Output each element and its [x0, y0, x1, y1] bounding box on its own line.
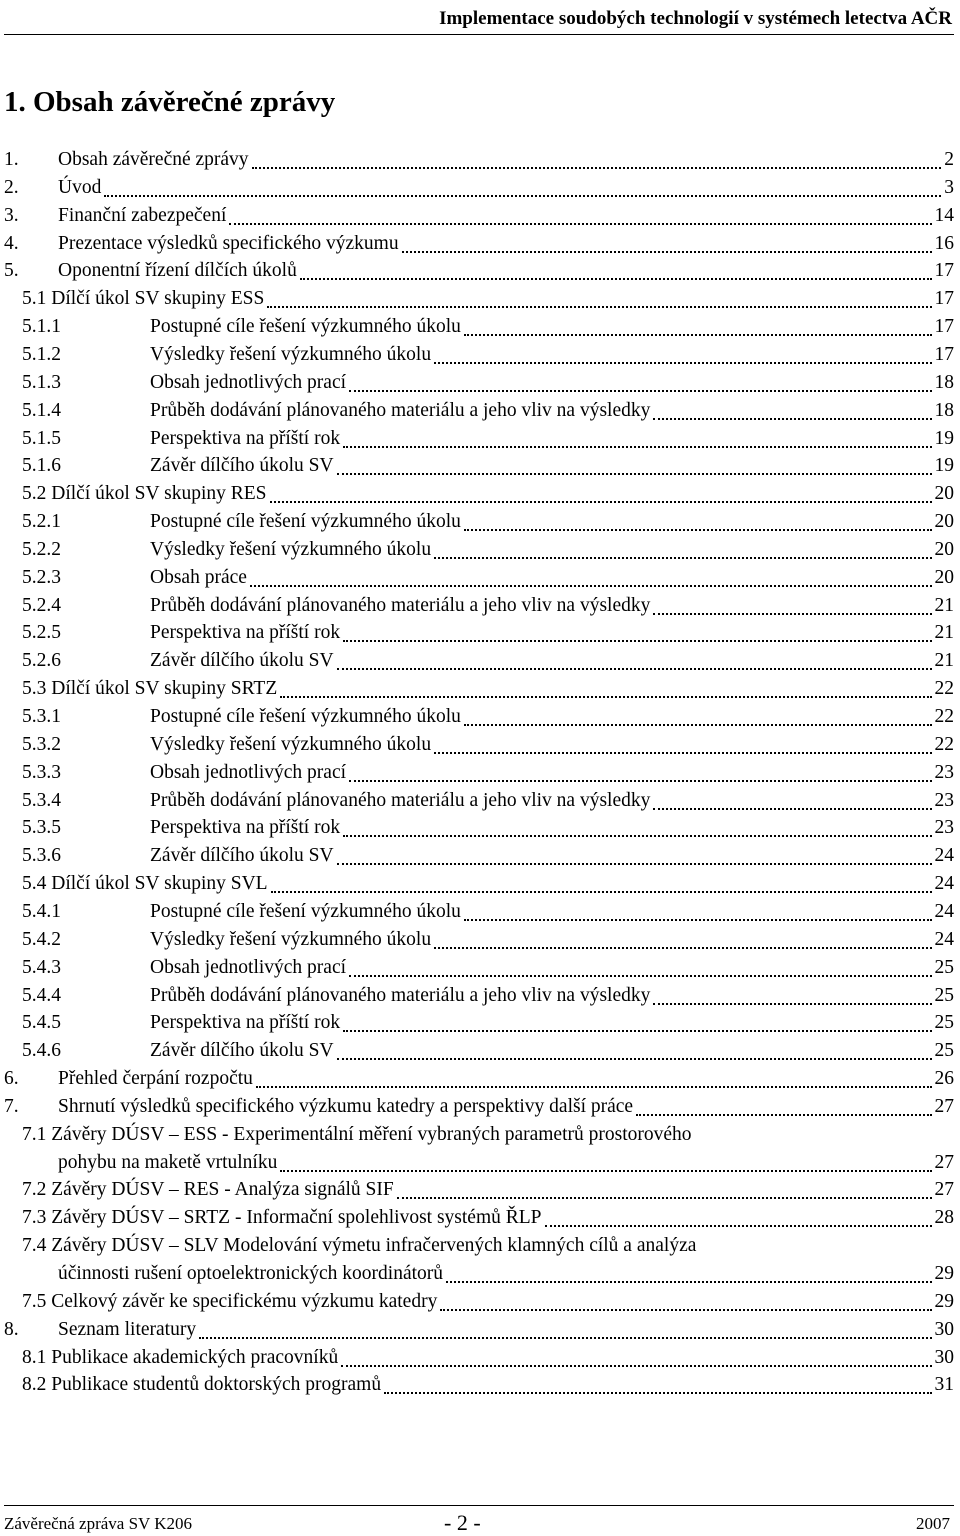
- toc-leader-dots: [337, 1058, 932, 1060]
- toc-entry-number: 4.: [4, 232, 19, 254]
- toc-entry-title: Obsah závěrečné zprávy: [58, 149, 249, 170]
- toc-entry[interactable]: [0, 814, 960, 842]
- toc-entry-page: 16: [934, 232, 954, 254]
- toc-entry[interactable]: [0, 1121, 960, 1149]
- toc-entry-page: 21: [934, 622, 954, 644]
- toc-leader-dots: [343, 1030, 931, 1032]
- toc-entry-page: 27: [934, 1151, 954, 1173]
- toc-entry-title: Oponentní řízení dílčích úkolů: [58, 260, 297, 282]
- toc-leader-dots: [256, 1086, 932, 1088]
- toc-entry-number: 5.: [4, 260, 19, 282]
- toc-entry-title: Seznam literatury: [58, 1318, 197, 1340]
- toc-entry-number: 5.4.4: [22, 984, 61, 1006]
- toc-entry-page: 22: [934, 678, 954, 700]
- toc-entry-title: 7.3 Závěry DÚSV – SRTZ - Informační spolehlivost systémů ŘLP: [22, 1207, 542, 1229]
- toc-entry-page: 30: [934, 1346, 954, 1368]
- toc-entry-number: 5.1.2: [22, 343, 61, 365]
- toc-entry-title: 7.5 Celkový závěr ke specifickému výzkumu katedry: [22, 1290, 438, 1312]
- toc-leader-dots: [434, 752, 931, 754]
- toc-entry-title: Obsah jednotlivých prací: [150, 371, 347, 393]
- toc-entry-page: 22: [934, 706, 954, 727]
- footer-rule: [4, 1505, 954, 1506]
- toc-leader-dots: [434, 947, 931, 949]
- toc-entry-title: Výsledky řešení výzkumného úkolu: [150, 538, 432, 560]
- toc-leader-dots: [653, 1003, 931, 1005]
- toc-entry[interactable]: [0, 146, 960, 174]
- toc-leader-dots: [636, 1114, 931, 1116]
- toc-entry[interactable]: [0, 619, 960, 647]
- toc-entry-title: Perspektiva na příští rok: [150, 427, 341, 449]
- toc-entry-page: 18: [934, 399, 954, 421]
- toc-entry-title: 7.1 Závěry DÚSV – ESS - Experimentální měření vybraných parametrů prostorového: [22, 1123, 692, 1145]
- toc-entry-title: Obsah jednotlivých prací: [150, 956, 347, 978]
- toc-leader-dots: [280, 696, 931, 698]
- toc-entry-number: 5.2.1: [22, 511, 61, 533]
- toc-entry-number: 5.3.4: [22, 789, 61, 811]
- running-header: Implementace soudobých technologií v systémech letectva AČR: [439, 8, 952, 29]
- toc-entry-title: Postupné cíle řešení výzkumného úkolu: [150, 706, 461, 727]
- toc-leader-dots: [337, 473, 932, 475]
- toc-entry-number: 3.: [4, 204, 19, 226]
- toc-entry-number: 5.1.3: [22, 371, 61, 393]
- toc-entry-page: 23: [934, 761, 954, 783]
- toc-leader-dots: [464, 529, 932, 531]
- toc-entry-title: Úvod: [58, 176, 102, 198]
- toc-leader-dots: [397, 1197, 932, 1199]
- toc-entry-title: 5.4 Dílčí úkol SV skupiny SVL: [22, 873, 268, 895]
- toc-leader-dots: [343, 835, 931, 837]
- toc-entry[interactable]: [0, 759, 960, 787]
- toc-entry-number: 5.2.3: [22, 566, 61, 588]
- toc-entry-page: 24: [934, 900, 954, 922]
- toc-leader-dots: [250, 585, 932, 587]
- toc-entry-page: 26: [934, 1068, 954, 1090]
- toc-entry-number: 5.2.4: [22, 594, 61, 616]
- toc-entry-page: 2: [944, 149, 954, 170]
- toc-entry[interactable]: [0, 480, 960, 508]
- toc-entry-number: 5.2.2: [22, 538, 61, 560]
- toc-entry[interactable]: [0, 647, 960, 675]
- toc-entry-number: 5.1.1: [22, 316, 61, 338]
- toc-entry-continuation-line[interactable]: [0, 1260, 960, 1288]
- toc-entry-page: 24: [934, 928, 954, 950]
- toc-entry-title: Průběh dodávání plánovaného materiálu a jeho vliv na výsledky: [150, 984, 651, 1006]
- toc-entry-title: 5.1 Dílčí úkol SV skupiny ESS: [22, 288, 265, 310]
- toc-entry[interactable]: [0, 508, 960, 536]
- toc-entry-title: Výsledky řešení výzkumného úkolu: [150, 928, 432, 950]
- toc-entry-number: 5.3.3: [22, 761, 61, 783]
- toc-entry[interactable]: [0, 982, 960, 1010]
- toc-leader-dots: [267, 306, 931, 308]
- toc-entry-number: 5.1.4: [22, 399, 61, 421]
- toc-leader-dots: [270, 501, 932, 503]
- toc-leader-dots: [280, 1170, 931, 1172]
- toc-leader-dots: [434, 557, 931, 559]
- toc-entry-page: 23: [934, 817, 954, 839]
- toc-entry-page: 25: [934, 1012, 954, 1034]
- toc-entry-title: Závěr dílčího úkolu SV: [150, 455, 334, 477]
- toc-entry-page: 22: [934, 733, 954, 755]
- toc-entry[interactable]: [0, 313, 960, 341]
- toc-leader-dots: [252, 167, 942, 169]
- toc-entry-number: 5.1.6: [22, 455, 61, 477]
- toc-entry-number: 6.: [4, 1068, 19, 1090]
- toc-entry[interactable]: [0, 1065, 960, 1093]
- toc-leader-dots: [343, 446, 931, 448]
- toc-entry-number: 5.3.6: [22, 845, 61, 867]
- toc-entry-title: Výsledky řešení výzkumného úkolu: [150, 343, 432, 365]
- toc-entry[interactable]: [0, 1204, 960, 1232]
- toc-leader-dots: [104, 195, 941, 197]
- toc-entry-title: Průběh dodávání plánovaného materiálu a jeho vliv na výsledky: [150, 594, 651, 616]
- toc-entry[interactable]: [0, 1093, 960, 1121]
- toc-entry-page: 14: [934, 204, 954, 226]
- toc-entry-page: 25: [934, 956, 954, 978]
- toc-entry-page: 20: [934, 538, 954, 560]
- toc-entry-page: 17: [934, 288, 954, 310]
- toc-entry[interactable]: [0, 1344, 960, 1372]
- toc-entry-number: 5.4.3: [22, 956, 61, 978]
- toc-entry-title: Postupné cíle řešení výzkumného úkolu: [150, 900, 461, 922]
- toc-entry-title: 8.2 Publikace studentů doktorských programů: [22, 1374, 382, 1396]
- toc-entry-number: 5.2.6: [22, 650, 61, 672]
- toc-leader-dots: [349, 780, 931, 782]
- toc-entry-number: 5.4.5: [22, 1012, 61, 1034]
- toc-entry-page: 17: [934, 316, 954, 338]
- toc-leader-dots: [402, 251, 932, 253]
- toc-entry-page: 20: [934, 511, 954, 533]
- toc-entry[interactable]: [0, 257, 960, 285]
- toc-entry-number: 7.: [4, 1095, 19, 1117]
- toc-leader-dots: [271, 891, 932, 893]
- toc-entry-title: 5.3 Dílčí úkol SV skupiny SRTZ: [22, 678, 278, 700]
- toc-leader-dots: [384, 1392, 931, 1394]
- toc-entry-title: Perspektiva na příští rok: [150, 817, 341, 839]
- toc-leader-dots: [653, 418, 931, 420]
- toc-entry[interactable]: [0, 703, 960, 731]
- toc-leader-dots: [464, 724, 932, 726]
- toc-entry-page: 3: [944, 176, 954, 198]
- toc-entry[interactable]: [0, 1371, 960, 1399]
- toc-entry-page: 25: [934, 1040, 954, 1062]
- toc-entry-title-continuation: účinnosti rušení optoelektronických koordinátorů: [58, 1263, 444, 1284]
- toc-leader-dots: [653, 808, 931, 810]
- toc-entry-title: 8.1 Publikace akademických pracovníků: [22, 1346, 339, 1368]
- toc-entry-number: 5.4.6: [22, 1040, 61, 1062]
- toc-leader-dots: [341, 1365, 931, 1367]
- toc-entry-number: 5.3.5: [22, 817, 61, 839]
- chapter-title: 1. Obsah závěrečné zprávy: [4, 86, 336, 118]
- toc-entry-number: 5.1.5: [22, 427, 61, 449]
- toc-entry-title: Perspektiva na příští rok: [150, 622, 341, 644]
- toc-entry-title: Perspektiva na příští rok: [150, 1012, 341, 1034]
- toc-entry-title: Závěr dílčího úkolu SV: [150, 845, 334, 867]
- toc-leader-dots: [545, 1225, 932, 1227]
- toc-entry[interactable]: [0, 842, 960, 870]
- toc-entry-title: 7.2 Závěry DÚSV – RES - Analýza signálů SIF: [22, 1179, 394, 1201]
- toc-entry-title: Obsah práce: [150, 566, 247, 588]
- toc-entry-number: 5.2.5: [22, 622, 61, 644]
- toc-leader-dots: [464, 334, 932, 336]
- toc-entry[interactable]: [0, 954, 960, 982]
- toc-entry-title: Finanční zabezpečení: [58, 204, 227, 226]
- toc-entry[interactable]: [0, 397, 960, 425]
- toc-entry[interactable]: [0, 1037, 960, 1065]
- toc-entry-number: 8.: [4, 1318, 19, 1340]
- toc-entry-page: 23: [934, 789, 954, 811]
- toc-entry[interactable]: [0, 1232, 960, 1260]
- toc-entry[interactable]: [0, 369, 960, 397]
- toc-entry-page: 19: [934, 455, 954, 477]
- toc-entry-title-continuation: pohybu na maketě vrtulníku: [58, 1151, 278, 1173]
- toc-entry[interactable]: [0, 1009, 960, 1037]
- toc-entry-title: Obsah jednotlivých prací: [150, 761, 347, 783]
- toc-entry[interactable]: [0, 870, 960, 898]
- toc-entry-title: Závěr dílčího úkolu SV: [150, 1040, 334, 1062]
- toc-entry[interactable]: [0, 230, 960, 258]
- toc-entry-number: 5.3.2: [22, 733, 61, 755]
- toc-leader-dots: [434, 362, 931, 364]
- toc-entry[interactable]: [0, 341, 960, 369]
- toc-entry-page: 29: [934, 1290, 954, 1312]
- toc-entry-title: Shrnutí výsledků specifického výzkumu katedry a perspektivy další práce: [58, 1095, 634, 1117]
- toc-entry[interactable]: [0, 452, 960, 480]
- toc-entry-page: 21: [934, 594, 954, 616]
- toc-entry-continuation-line[interactable]: [0, 1149, 960, 1177]
- toc-leader-dots: [464, 919, 932, 921]
- toc-entry[interactable]: [0, 1316, 960, 1344]
- toc-entry-page: 24: [934, 845, 954, 867]
- toc-entry[interactable]: [0, 1288, 960, 1316]
- toc-leader-dots: [300, 278, 932, 280]
- toc-entry[interactable]: [0, 285, 960, 313]
- toc-entry-title: Výsledky řešení výzkumného úkolu: [150, 733, 432, 755]
- toc-entry[interactable]: [0, 174, 960, 202]
- toc-entry-number: 5.3.1: [22, 706, 61, 727]
- toc-entry-title: Přehled čerpání rozpočtu: [58, 1068, 253, 1090]
- toc-entry[interactable]: [0, 675, 960, 703]
- toc-leader-dots: [199, 1337, 931, 1339]
- toc-entry[interactable]: [0, 536, 960, 564]
- toc-entry-number: 2.: [4, 176, 19, 198]
- toc-entry-page: 28: [934, 1207, 954, 1229]
- toc-entry-number: 5.4.1: [22, 900, 61, 922]
- toc-entry-page: 30: [934, 1318, 954, 1340]
- toc-entry[interactable]: [0, 787, 960, 815]
- footer-document-name: Závěrečná zpráva SV K206: [4, 1514, 193, 1533]
- footer-page-number: - 2 -: [444, 1510, 481, 1535]
- toc-entry-page: 24: [934, 873, 954, 895]
- toc-entry-number: 1.: [4, 149, 19, 170]
- toc-entry-title: Průběh dodávání plánovaného materiálu a jeho vliv na výsledky: [150, 789, 651, 811]
- toc-entry[interactable]: [0, 592, 960, 620]
- toc-entry[interactable]: [0, 731, 960, 759]
- toc-entry-page: 17: [934, 343, 954, 365]
- toc-leader-dots: [337, 668, 932, 670]
- toc-leader-dots: [229, 223, 931, 225]
- toc-entry-title: Průběh dodávání plánovaného materiálu a jeho vliv na výsledky: [150, 399, 651, 421]
- toc-entry-page: 18: [934, 371, 954, 393]
- toc-entry-title: Postupné cíle řešení výzkumného úkolu: [150, 511, 461, 533]
- toc-entry-page: 27: [934, 1095, 954, 1117]
- toc-entry-page: 21: [934, 650, 954, 672]
- toc-entry-number: 5.4.2: [22, 928, 61, 950]
- toc-entry[interactable]: [0, 1176, 960, 1204]
- toc-entry-title: Postupné cíle řešení výzkumného úkolu: [150, 316, 461, 338]
- toc-entry-page: 31: [934, 1374, 954, 1396]
- toc-entry-page: 17: [934, 260, 954, 282]
- toc-entry[interactable]: [0, 202, 960, 230]
- toc-entry-title: 7.4 Závěry DÚSV – SLV Modelování výmetu infračervených klamných cílů a analýza: [22, 1235, 697, 1257]
- toc-entry-page: 19: [934, 427, 954, 449]
- toc-entry-page: 27: [934, 1179, 954, 1201]
- toc-entry-page: 20: [934, 566, 954, 588]
- toc-entry[interactable]: [0, 926, 960, 954]
- header-rule: [4, 34, 954, 35]
- toc-entry-title: 5.2 Dílčí úkol SV skupiny RES: [22, 483, 267, 505]
- toc-entry-page: 25: [934, 984, 954, 1006]
- toc-leader-dots: [337, 863, 932, 865]
- toc-entry-title: Prezentace výsledků specifického výzkumu: [58, 232, 399, 254]
- toc-entry-page: 20: [934, 483, 954, 505]
- toc-entry[interactable]: [0, 564, 960, 592]
- toc-leader-dots: [349, 975, 931, 977]
- toc-entry[interactable]: [0, 898, 960, 926]
- toc-leader-dots: [343, 640, 931, 642]
- toc-entry-page: 29: [934, 1263, 954, 1284]
- toc-leader-dots: [440, 1309, 931, 1311]
- toc-leader-dots: [653, 613, 931, 615]
- toc-leader-dots: [349, 390, 931, 392]
- page-footer: [4, 1510, 954, 1536]
- footer-year: 2007: [916, 1514, 950, 1533]
- toc-entry[interactable]: [0, 425, 960, 453]
- toc-leader-dots: [446, 1281, 931, 1283]
- toc-entry-title: Závěr dílčího úkolu SV: [150, 650, 334, 672]
